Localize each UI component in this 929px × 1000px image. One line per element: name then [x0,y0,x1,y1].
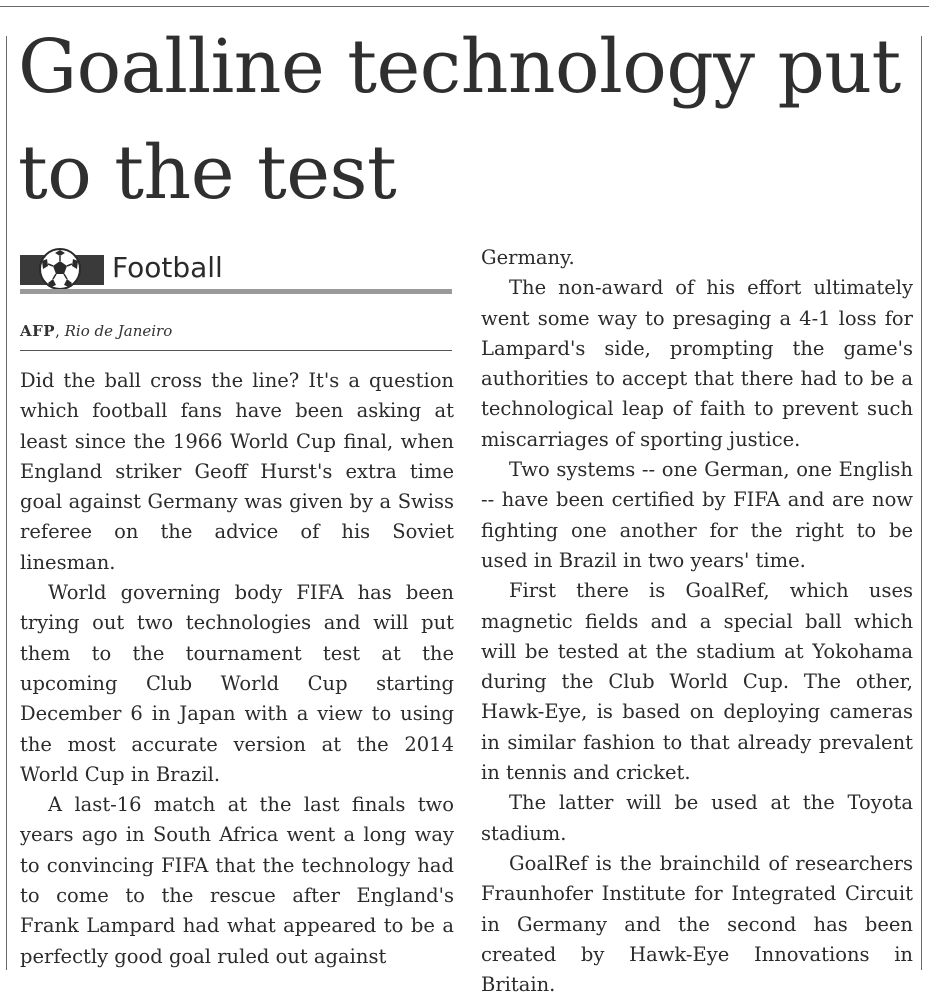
paragraph: The latter will be used at the Toyota stadium. [481,791,913,845]
byline: AFP, Rio de Janeiro [20,322,173,340]
paragraph: GoalRef is the brainchild of researchers Fraunhofer Institute for Integrated Circuit in Germany and the second has been created by Hawk-Eye Innovations in Britain. [481,851,913,997]
top-border-rule [0,6,929,7]
paragraph: Did the ball cross the line? It's a question which football fans have been asking at least since the 1966 World Cup final, when England striker Geoff Hurst's extra time goal against Germany was given by a Swiss referee on the advice of his Soviet linesman. [20,369,454,574]
right-border-rule [921,36,922,970]
paragraph: A last-16 match at the last finals two years ago in South Africa went a long way to convincing FIFA that the technology had to come to the rescue after England's Frank Lampard had what appeared to be a perfectly good goal ruled out against [20,793,454,968]
paragraph: The non-award of his effort ultimately went some way to presaging a 4-1 loss for Lampard's side, prompting the game's authorities to accept that there had to be a technological leap of faith to prevent such miscarriages of sporting justice. [481,276,913,451]
section-kicker [20,247,452,293]
kicker-rule [20,289,452,294]
byline-dateline: Rio de Janeiro [64,322,173,340]
byline-rule [20,350,452,351]
paragraph: World governing body FIFA has been trying out two technologies and will put them to the tournament test at the upcoming Club World Cup starting December 6 in Japan with a view to using the most accurate version at the 2014 World Cup in Brazil. [20,581,454,786]
article-column-right [481,243,913,997]
headline: Goalline technology put to the test [18,24,901,216]
paragraph: Two systems -- one German, one English -- have been certified by FIFA and are now fighting one another for the right to be used in Brazil in two years' time. [481,458,913,572]
section-label: Football [112,251,223,284]
soccer-ball-icon [34,247,86,291]
left-border-rule [6,36,7,970]
paragraph-continued: Germany. [481,246,575,269]
paragraph: First there is GoalRef, which uses magnetic fields and a special ball which will be tested at the stadium at Yokohama during the Club World Cup. The other, Hawk-Eye, is based on deploying cameras in similar fashion to that already prevalent in tennis and cricket. [481,579,913,785]
article-column-left [20,366,454,972]
byline-agency: AFP [20,322,56,340]
